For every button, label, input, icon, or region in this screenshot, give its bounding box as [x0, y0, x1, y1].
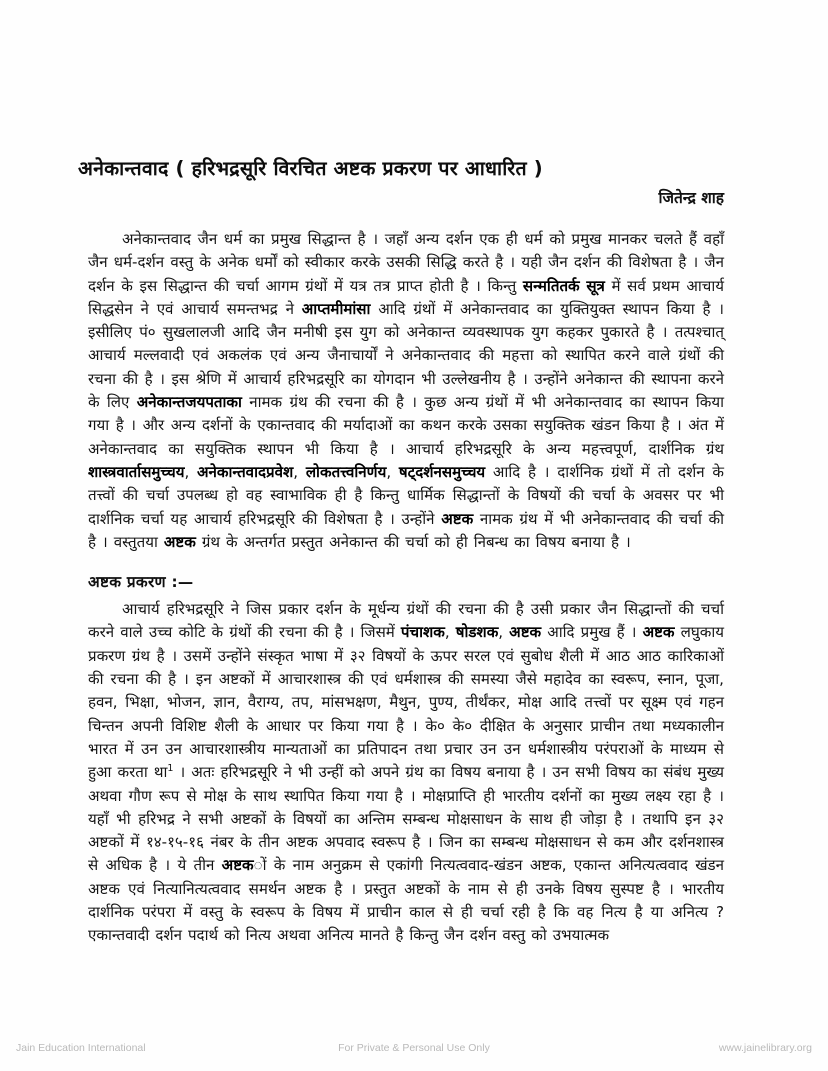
p1-comma-3: , — [386, 462, 399, 481]
p2-seg-5: समस्या जैसे महादेव का स्वरूप, स्नान, पूजा, हवन, भिक्षा, भोजन, ज्ञान, वैराग्य, तप, मांसभक्षण, मैथुन, पुण्य, — [88, 670, 724, 712]
p2-seg-12: के तीन अष्टक अपवाद स्वरूप है । जिन का सम्बन्ध मोक्षसाधन से कम और दर्शनशास्त्र से अधिक है । — [88, 833, 724, 875]
paragraph-two — [88, 598, 724, 947]
term-panchashaka: पंचाशक — [400, 623, 445, 642]
term-ashtaka-2: अष्टक — [163, 532, 196, 551]
p1-seg-1: अनेकान्तवाद जैन धर्म का प्रमुख सिद्धान्त है । जहाँ अन्य दर्शन एक ही धर्म को प्रमुख मानकर चलते — [122, 230, 683, 248]
term-sanmatitarka: सन्मतितर्क — [522, 276, 580, 295]
p1-seg-5: का युक्तियुक्त स्थापन किया है । इसीलिए पं० सुखलालजी आदि जैन मनीषी इस युग को अनेकान्त व्यवस्थापक — [88, 299, 725, 342]
p2-seg-13a: ये तीन — [177, 856, 222, 875]
term-ashtaka-1: अष्टक — [441, 509, 474, 528]
p1-comma-1: , — [184, 462, 198, 481]
p2-seg-8b: । अतः हरिभद्रसूरि ने भी उन्हीं को — [173, 763, 365, 782]
term-aptamimamsa: आप्तमीमांसा — [301, 299, 371, 318]
footer-right-link[interactable]: www.jainelibrary.org — [718, 1042, 812, 1054]
p1-seg-12b: आदि है । दार्शनिक ग्रंथों में तो दर्शन के तत्त्वों की चर्चा उपलब्ध हो — [88, 462, 724, 505]
footnote-marker: 1 — [167, 763, 174, 775]
p1-seg-3a: की विशेषता है । जैन दर्शन के इस सिद्धान्त की चर्चा आगम ग्रंथों में यत्र तत्र प्राप्त होती है । किन्तु — [88, 253, 725, 295]
term-ashtaka-3: अष्टक — [509, 623, 542, 642]
p2-seg-4: सुबोध शैली में आठ आठ कारिकाओं की रचना की है । इन अष्टकों में आचारशास्त्र की एवं धर्मशास्त्र की — [88, 646, 725, 689]
p1-seg-9: है । कुछ अन्य ग्रंथों में भी अनेकान्तवाद का स्थापन किया गया है । और अन्य दर्शनों के एकान्तवाद की — [88, 393, 724, 435]
author-byline: जितेन्द्र शाह — [658, 189, 724, 207]
term-shastravartasamuccaya: शास्त्रवार्तासमुच्चय — [88, 462, 185, 481]
term-anekantavadapravesha: अनेकान्तवादप्रवेश — [197, 462, 294, 481]
p2-seg-15: दार्शनिक परंपरा में वस्तु के स्वरूप के विषय में प्राचीन काल से ही चर्चा रही है कि वह नित्य है या — [88, 903, 664, 922]
p1-seg-15b: ग्रंथ के अन्तर्गत प्रस्तुत अनेकान्त की चर्चा को ही निबन्ध का विषय बनाया है । — [195, 532, 631, 551]
p2-seg-3b: लघुकाय प्रकरण ग्रंथ है । उसमें उन्होंने संस्कृत भाषा में ३२ विषयों के ऊपर सरल एवं — [88, 623, 724, 665]
p1-seg-10: मर्यादाओं का कथन करके उसका सयुक्तिक खंडन किया है । अंत में अनेकान्तवाद का सयुक्तिक स्थापन — [88, 416, 724, 458]
p2-seg-6: तीर्थंकर, मोक्ष आदि तत्त्वों पर सूक्ष्म एवं गहन चिन्तन अपनी विशिष्ट शैली के आधार पर किया गया है । — [88, 693, 724, 735]
p1-seg-4a: में सर्व प्रथम आचार्य सिद्धसेन ने एवं आचार्य समन्तभद्र ने — [88, 276, 725, 318]
section-heading-ashtaka-prakarana: अष्टक प्रकरण :— — [88, 573, 194, 592]
p2-seg-2b: आदि — [541, 623, 575, 642]
p1-seg-4b: आदि ग्रंथों में अनेकान्तवाद — [370, 299, 529, 318]
p2-seg-10: किया गया है । मोक्षप्राप्ति ही भारतीय दर्शनों का मुख्य लक्ष्य रहा है । यहाँ भी हरिभद्र ने सभी अष्टकों के — [88, 786, 724, 828]
term-shodashaka: षोडशक — [455, 623, 499, 642]
document-body — [88, 228, 724, 948]
p2-comma-2: , — [498, 623, 510, 642]
term-sutra: सूत्र — [586, 276, 605, 295]
p2-seg-9: अपने ग्रंथ का विषय बनाया है । उन सभी विषय का संबंध मुख्य अथवा गौण रूप से मोक्ष के साथ स्थापित — [88, 763, 724, 805]
p2-seg-16: अनित्य ? एकान्तवादी दर्शन पदार्थ को नित्य अथवा अनित्य मानते है किन्तु जैन दर्शन वस्तु को उभयात्मक — [88, 903, 724, 945]
term-shatdarshanasamuccaya: षट्दर्शनसमुच्चय — [398, 462, 486, 481]
p1-seg-13: वह स्वाभाविक ही है किन्तु धार्मिक सिद्धान्तों के विषयों की चर्चा के अवसर पर भी दार्शनिक चर्चा यह — [88, 486, 725, 528]
page-footer — [0, 1042, 828, 1066]
paragraph-one — [88, 228, 724, 554]
p1-seg-14a: आचार्य हरिभद्रसूरि की विशेषता है । उन्होंने — [193, 509, 442, 528]
term-ashtaka-4: अष्टक — [642, 623, 675, 642]
p2-seg-11: विषयों का अन्तिम सम्बन्ध मोक्षसाधन के साथ ही जोड़ा है । तथापि इन ३२ अष्टकों में १४-१५-१६ नंबर — [88, 809, 724, 852]
p1-seg-2: हैं वहाँ जैन धर्म-दर्शन वस्तु के अनेक धर्मों को स्वीकार करके उसकी सिद्धि करते है । यही जैन दर्शन — [88, 230, 724, 272]
p1-seg-14b: नामक ग्रंथ में भी अनेकान्तवाद की चर्चा की है । वस्तुतया — [88, 509, 725, 551]
p2-comma-1: , — [444, 623, 456, 642]
p1-seg-8a: उल्लेखनीय है । उन्होंने अनेकान्त की स्थापना करने के लिए — [88, 369, 725, 412]
p1-seg-8b: नामक ग्रंथ की रचना की — [241, 393, 389, 412]
p2-seg-3a: प्रमुख हैं । — [580, 623, 643, 642]
term-ashtakon: अष्टक — [221, 856, 254, 875]
p1-seg-6: युग कहकर पुकारते है । तत्पश्चात् आचार्य मल्लवादी एवं अकलंक एवं अन्य जैनाचार्यों ने अनेकान्तवाद की — [88, 323, 725, 365]
footer-center-text: For Private & Personal Use Only — [338, 1042, 490, 1054]
p2-seg-14: एवं नित्यानित्यत्ववाद समर्थन अष्टक है । प्रस्तुत अष्टकों के नाम से ही उनके विषय सुस्पष्ट है । भारतीय — [128, 879, 725, 898]
p2-seg-13b: ों के नाम अनुक्रम से एकांगी नित्यत्ववाद-खंडन अष्टक, एकान्त अनित्यत्ववाद खंडन अष्टक — [88, 856, 724, 898]
page-title: अनेकान्तवाद ( हरिभद्रसूरि विरचित अष्टक प्रकरण पर आधारित ) — [78, 157, 543, 181]
p2-seg-1: आचार्य हरिभद्रसूरि ने जिस प्रकार दर्शन के मूर्धन्य ग्रंथों की रचना की है उसी प्रकार जैन सिद्धान्तों — [122, 600, 672, 619]
p2-seg-7: के० के० दीक्षित के अनुसार प्राचीन तथा मध्यकालीन भारत में उन उन आचारशास्त्रीय मान्यताओं का प्रतिपादन — [88, 716, 725, 758]
footer-left-text: Jain Education International — [16, 1042, 146, 1054]
p1-comma-2: , — [293, 462, 299, 481]
p2-seg-8a: तथा प्रचार उन उन धर्मशास्त्रीय परंपराओं के माध्यम से हुआ करता था — [88, 739, 725, 782]
term-anekantajayapataka: अनेकान्तजयपताका — [136, 393, 242, 412]
term-lokatattvanirnaya: लोकतत्त्वनिर्णय — [305, 462, 387, 481]
p1-seg-7: महत्ता को स्थापित करने वाले ग्रंथों की रचना की है । इस श्रेणि में आचार्य हरिभद्रसूरि का योगदान भी — [88, 346, 724, 388]
p2-seg-2a: की चर्चा करने वाले उच्च कोटि के ग्रंथों की रचना की है । जिसमें — [88, 600, 725, 642]
p1-seg-11a: भी किया है । आचार्य हरिभद्रसूरि के अन्य महत्त्वपूर्ण, दार्शनिक ग्रंथ — [304, 439, 725, 458]
